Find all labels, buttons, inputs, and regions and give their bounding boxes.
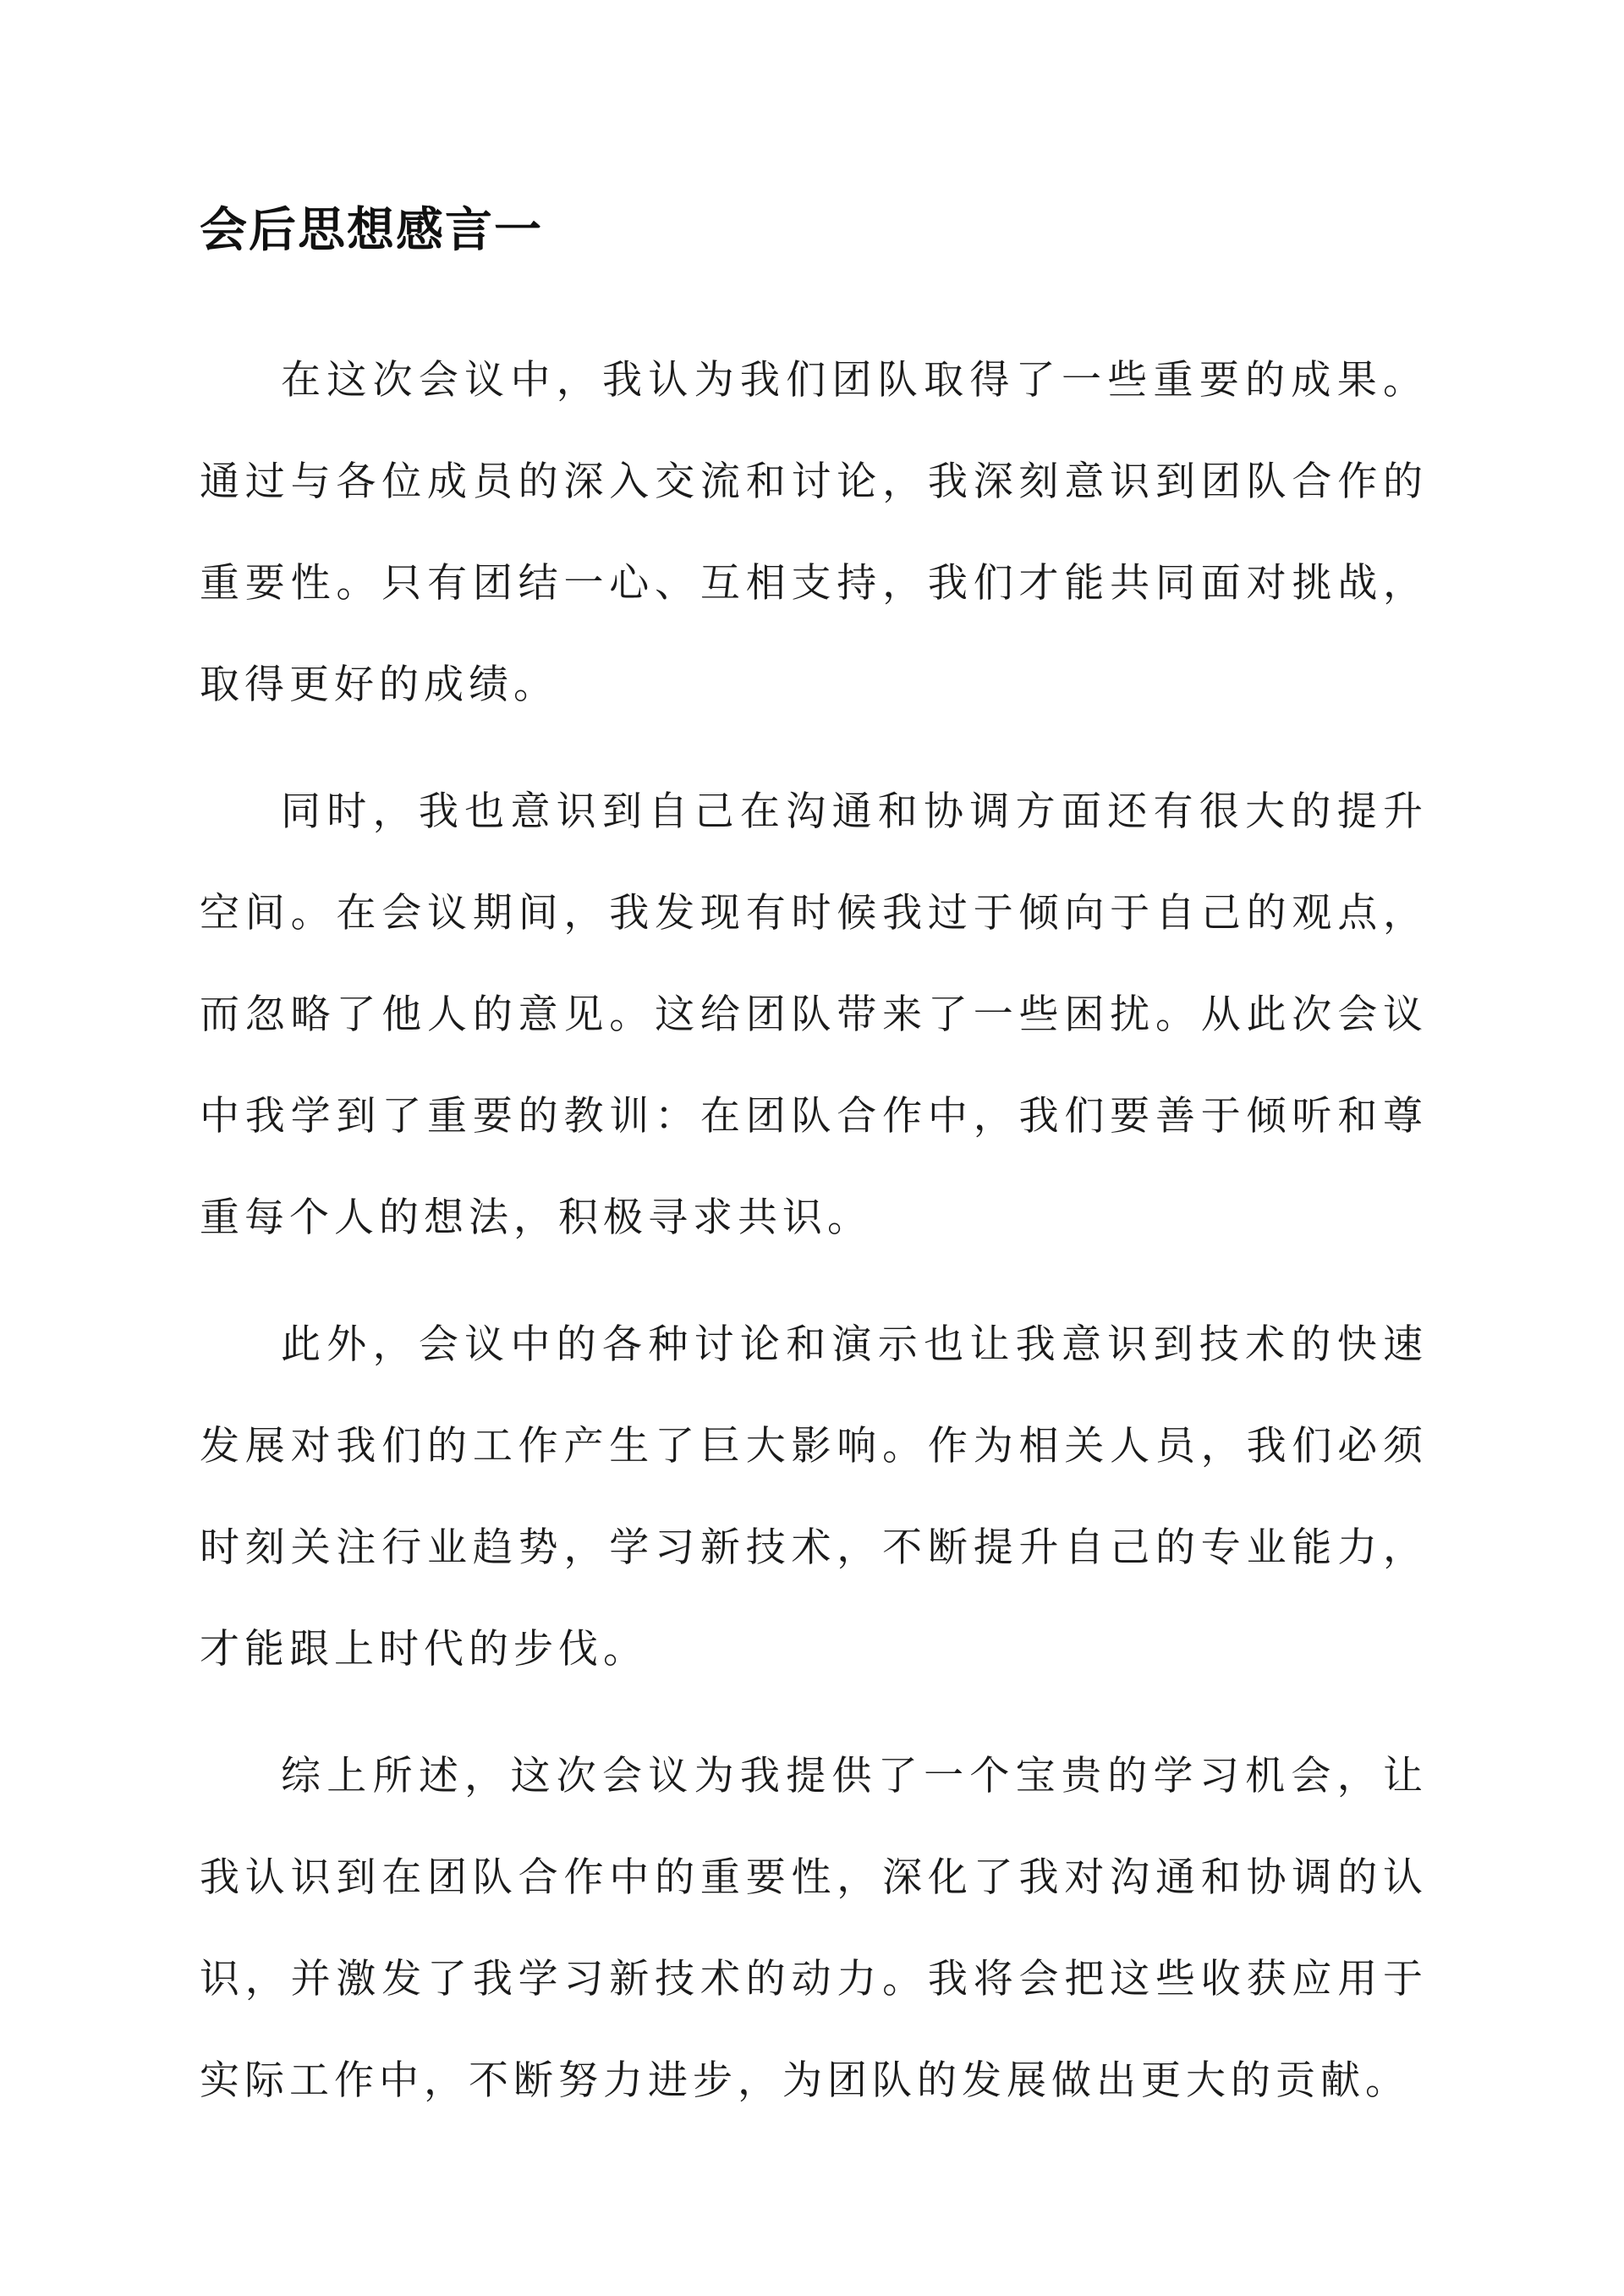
paragraph-2-block	[200, 761, 1428, 1269]
paragraph-2: 同时，我也意识到自己在沟通和协调方面还有很大的提升空间。在会议期间，我发现有时候我过于倾向于自己的观点，而忽略了他人的意见。这给团队带来了一些困扰。从此次会议中我学到了重要的教训：在团队合作中，我们要善于倾听和尊重每个人的想法，积极寻求共识。	[200, 788, 1428, 1241]
paragraph-1: 在这次会议中，我认为我们团队取得了一些重要的成果。通过与各位成员的深入交流和讨论，我深刻意识到团队合作的重要性。只有团结一心、互相支持，我们才能共同面对挑战，取得更好的成绩。	[200, 357, 1428, 708]
paragraph-1-block	[200, 330, 1428, 736]
paragraph-3: 此外，会议中的各种讨论和演示也让我意识到技术的快速发展对我们的工作产生了巨大影响。作为相关人员，我们必须时刻关注行业趋势，学习新技术，不断提升自己的专业能力，才能跟上时代的步伐。	[200, 1321, 1428, 1673]
paragraph-4: 综上所述，这次会议为我提供了一个宝贵的学习机会，让我认识到在团队合作中的重要性，深化了我对沟通和协调的认识，并激发了我学习新技术的动力。我将会把这些收获应用于实际工作中，不断努力进步，为团队的发展做出更大的贡献。	[200, 1753, 1428, 2104]
paragraph-3-block	[200, 1294, 1428, 1700]
document-title: 会后思想感言一	[200, 202, 543, 258]
paragraph-4-block	[200, 1726, 1428, 2132]
